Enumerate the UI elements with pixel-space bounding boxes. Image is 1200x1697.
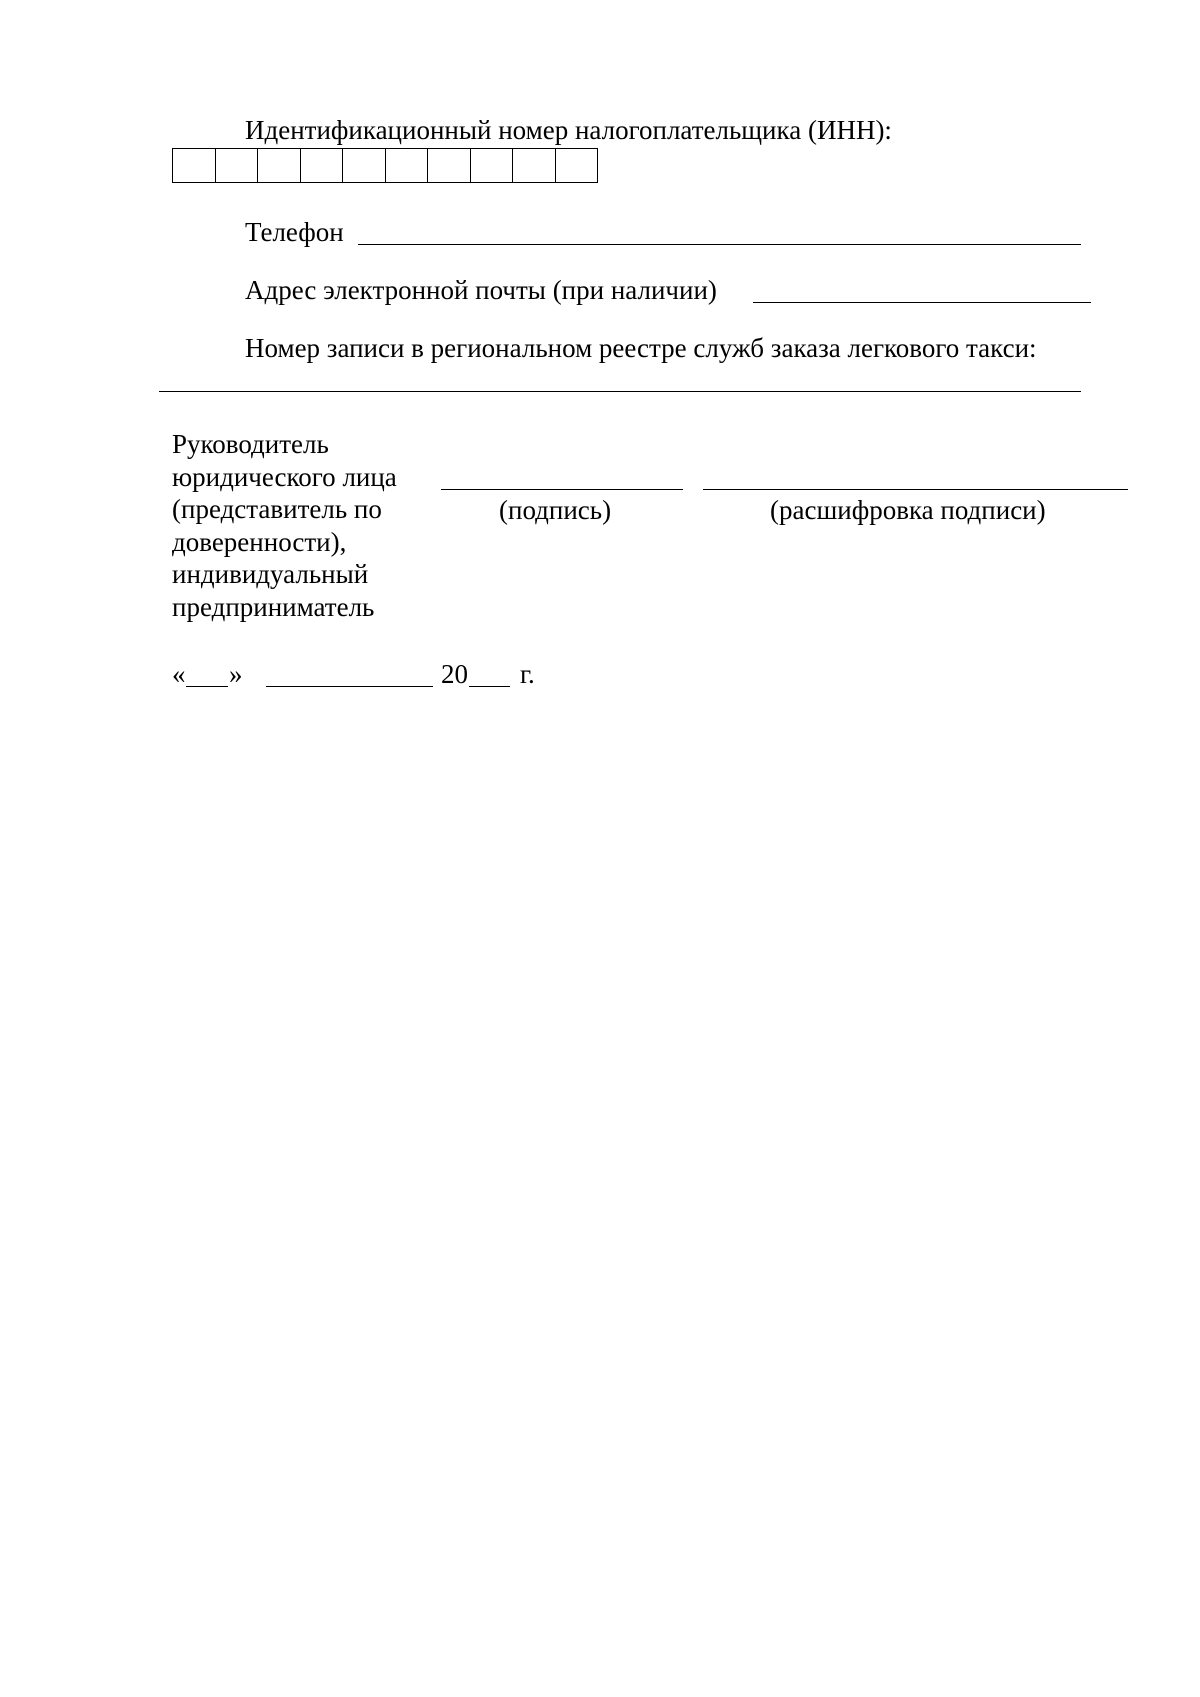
date-month-field[interactable]: [266, 686, 433, 687]
signature-caption: (подпись): [499, 495, 612, 525]
inn-digit-box[interactable]: [343, 149, 386, 182]
signatory-word: по: [353, 494, 382, 524]
inn-digit-box[interactable]: [173, 149, 216, 182]
date-open-quote: «: [172, 659, 186, 689]
registry-field[interactable]: [159, 391, 1081, 392]
signature-decode-field[interactable]: [703, 489, 1128, 490]
signature-decode-caption: (расшифровка подписи): [770, 495, 1046, 525]
inn-digit-box[interactable]: [258, 149, 301, 182]
inn-boxes[interactable]: [172, 148, 598, 183]
signatory-word: лица: [342, 461, 397, 492]
signatory-line: доверенности),: [172, 526, 347, 557]
inn-digit-box[interactable]: [556, 149, 598, 182]
phone-label: Телефон: [245, 217, 344, 247]
inn-digit-box[interactable]: [386, 149, 428, 182]
signatory-line: индивидуальный: [172, 559, 369, 589]
signatory-word: (представитель: [172, 494, 348, 524]
signatory-title: [172, 428, 417, 623]
signatory-line: [172, 461, 417, 494]
inn-digit-box[interactable]: [301, 149, 343, 182]
email-label: Адрес электронной почты (при наличии): [245, 275, 717, 305]
inn-digit-box[interactable]: [471, 149, 513, 182]
signatory-line: [172, 493, 417, 526]
date-year-field[interactable]: [469, 686, 510, 687]
signature-field[interactable]: [441, 489, 683, 490]
registry-label: Номер записи в региональном реестре служб заказа легкового такси:: [245, 333, 1037, 363]
signatory-line: Руководитель: [172, 429, 329, 459]
date-year-suffix: г.: [520, 659, 535, 689]
date-close-quote: »: [229, 659, 243, 689]
date-day-field[interactable]: [186, 686, 228, 687]
signatory-line: предприниматель: [172, 591, 375, 622]
date-year-prefix: 20: [441, 659, 468, 689]
inn-digit-box[interactable]: [513, 149, 556, 182]
signatory-word: юридического: [172, 461, 336, 492]
inn-digit-box[interactable]: [216, 149, 258, 182]
inn-label: Идентификационный номер налогоплательщика (ИНН):: [245, 115, 892, 145]
phone-field[interactable]: [358, 244, 1081, 245]
inn-digit-box[interactable]: [428, 149, 471, 182]
email-field[interactable]: [753, 302, 1091, 303]
